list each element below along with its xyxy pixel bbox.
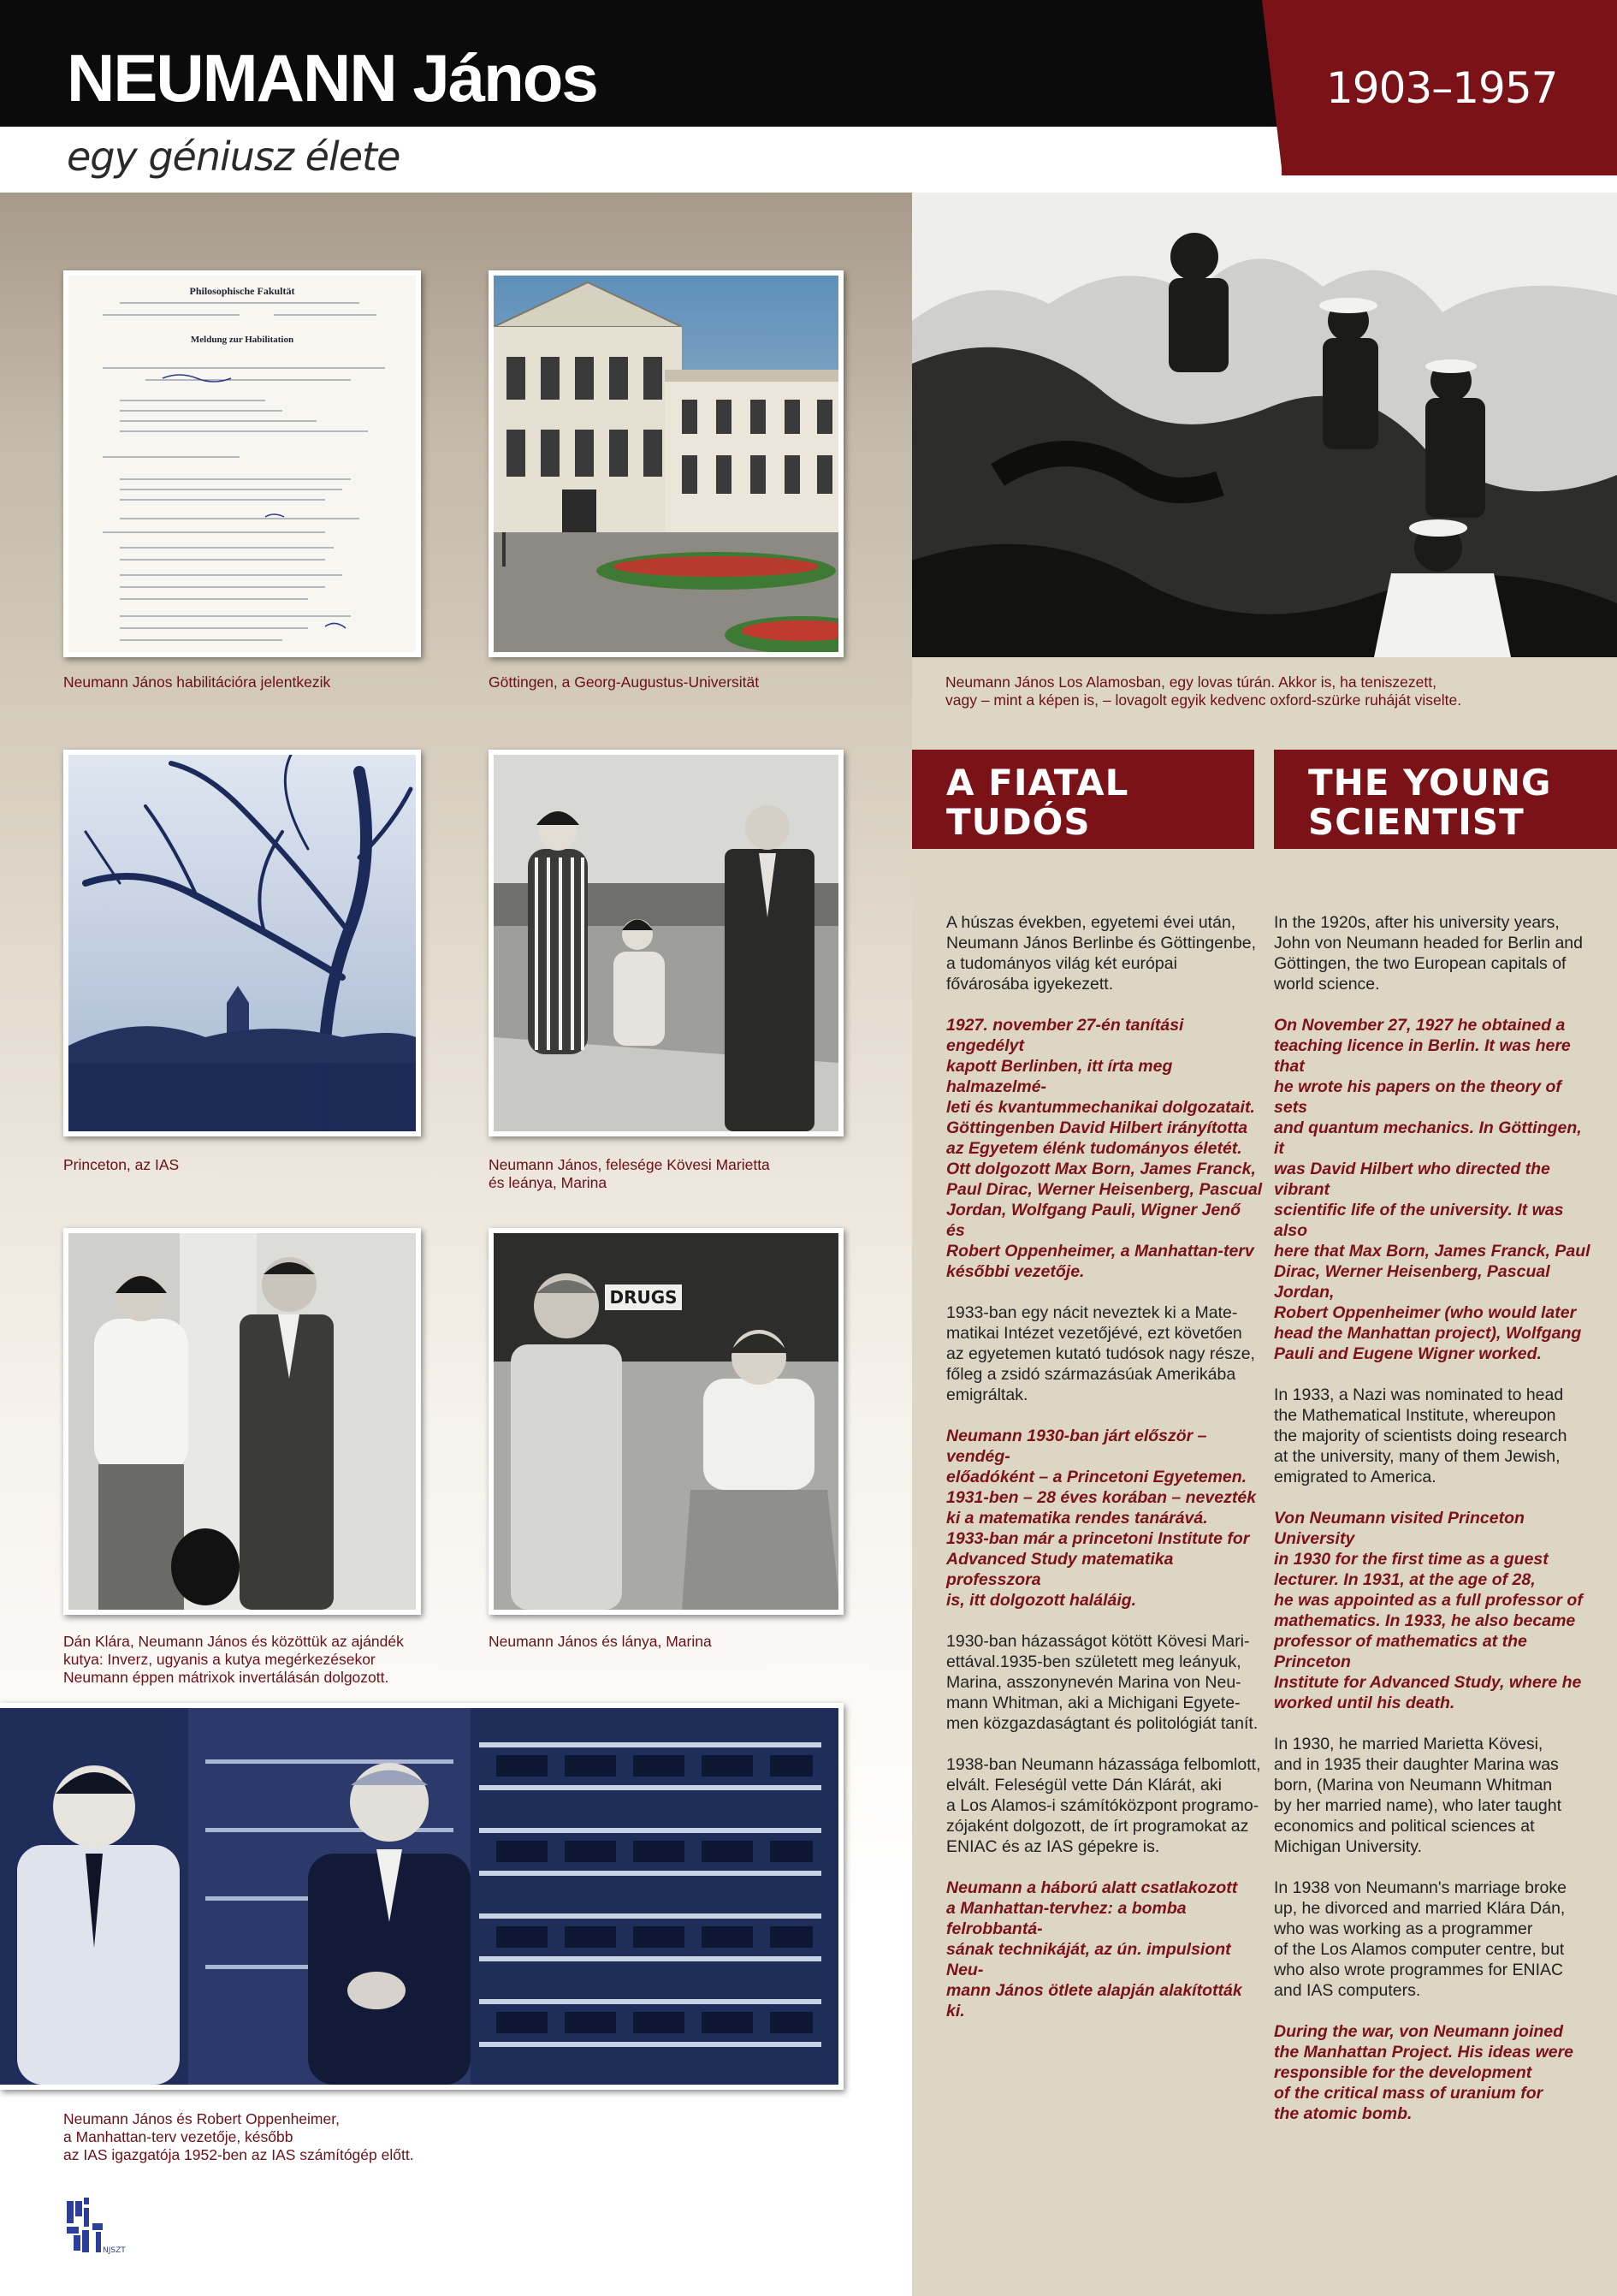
text-line: teaching licence in Berlin. It was here that: [1274, 1036, 1571, 1076]
heading-line: A FIATAL: [946, 762, 1129, 804]
text-line: up, he divorced and married Klára Dán,: [1274, 1899, 1566, 1918]
text-line: of the critical mass of uranium for: [1274, 2084, 1543, 2103]
text-line: matikai Intézet vezetőjévé, ezt követően: [946, 1324, 1242, 1343]
text-line: responsible for the development: [1274, 2063, 1532, 2082]
text-line: born, (Marina von Neumann Whitman: [1274, 1776, 1553, 1795]
text-line: az egyetemen kutató tudósok nagy része,: [946, 1344, 1255, 1363]
text-line: Marina, asszonynevén Marina von Neu-: [946, 1673, 1241, 1692]
caption-line: Neumann János és Robert Oppenheimer,: [63, 2110, 340, 2127]
princeton-ias-image: [68, 755, 416, 1131]
klara-image: [68, 1233, 416, 1610]
text-line: scientific life of the university. It was also: [1274, 1201, 1564, 1240]
text-line: kapott Berlinben, itt írta meg halmazelmé-: [946, 1057, 1173, 1096]
text-line: ENIAC és az IAS gépekre is.: [946, 1837, 1160, 1856]
caption-line: Dán Klára, Neumann János és közöttük az ajándék: [63, 1633, 404, 1650]
text-line: emigrated to America.: [1274, 1468, 1436, 1486]
doc-heading: Philosophische Fakultät: [189, 285, 295, 297]
text-line: men közgazdaságtant és politológiát tanít.: [946, 1714, 1259, 1733]
caption-line: az IAS igazgatója 1952-ben az IAS számítógép előtt.: [63, 2146, 414, 2163]
family-image: [494, 755, 838, 1131]
doc-subheading: Meldung zur Habilitation: [190, 335, 294, 345]
text-line: the atomic bomb.: [1274, 2104, 1413, 2123]
text-line: Robert Oppenheimer (who would later: [1274, 1303, 1577, 1322]
text-line: Advanced Study matematika professzora: [946, 1550, 1174, 1589]
page-subtitle: egy géniusz élete: [67, 133, 400, 180]
caption-los-alamos: [945, 673, 1596, 709]
text-line: ettával.1935-ben született meg leányuk,: [946, 1652, 1241, 1671]
text-line: az Egyetem élénk tudományos életét.: [946, 1139, 1242, 1158]
text-line: by her married name), who later taught: [1274, 1796, 1561, 1815]
text-line: főleg a zsidó származásúak Amerikába: [946, 1365, 1236, 1384]
text-paragraph: [946, 1878, 1263, 2021]
text-line: professor of mathematics at the Princeton: [1274, 1632, 1527, 1671]
caption-line: és leánya, Marina: [489, 1174, 607, 1191]
text-line: mann János ötlete alapján alakították ki.: [946, 1981, 1242, 2020]
text-line: előadóként – a Princetoni Egyetemen.: [946, 1468, 1247, 1486]
text-paragraph: [946, 1302, 1263, 1405]
drugs-sign-text: DRUGS: [609, 1287, 678, 1308]
text-paragraph: [1274, 1878, 1590, 2001]
photo-marina: [489, 1228, 844, 1615]
caption-line: vagy – mint a képen is, – lovagolt egyik kedvenc oxford-szürke ruháját viselte.: [945, 691, 1462, 709]
logo-text: NJSZT: [103, 2246, 126, 2255]
text-line: Göttingenben David Hilbert irányította: [946, 1118, 1248, 1137]
text-line: Paul Dirac, Werner Heisenberg, Pascual: [946, 1180, 1263, 1199]
text-line: emigráltak.: [946, 1385, 1028, 1404]
text-line: Ott dolgozott Max Born, James Franck,: [946, 1160, 1256, 1178]
text-line: the Manhattan Project. His ideas were: [1274, 2043, 1574, 2062]
gottingen-building-image: [494, 276, 838, 652]
caption-marina: Neumann János és lánya, Marina: [489, 1633, 712, 1650]
text-paragraph: [946, 1631, 1263, 1734]
photo-princeton: [63, 750, 421, 1136]
text-line: In 1938 von Neumann's marriage broke: [1274, 1878, 1567, 1897]
text-line: and IAS computers.: [1274, 1981, 1421, 2000]
caption-habilitation: Neumann János habilitációra jelentkezik: [63, 673, 331, 691]
text-line: of the Los Alamos computer centre, but: [1274, 1940, 1565, 1959]
text-paragraph: [946, 1426, 1263, 1611]
document-image: [68, 276, 416, 652]
text-paragraph: [1274, 1385, 1590, 1487]
text-line: Dirac, Werner Heisenberg, Pascual Jordan,: [1274, 1262, 1550, 1302]
text-line: Michigan University.: [1274, 1837, 1423, 1856]
caption-line: kutya: Inverz, ugyanis a kutya megérkezésekor: [63, 1651, 376, 1668]
text-line: fővárosába igyekezett.: [946, 975, 1114, 994]
text-line: 1930-ban házasságot kötött Kövesi Mari-: [946, 1632, 1250, 1651]
text-line: Robert Oppenheimer, a Manhattan-terv: [946, 1242, 1254, 1261]
text-line: leti és kvantummechanikai dolgozatait.: [946, 1098, 1255, 1117]
text-line: who was working as a programmer: [1274, 1919, 1533, 1938]
caption-line: Neumann János, felesége Kövesi Marietta: [489, 1156, 770, 1173]
text-line: In 1933, a Nazi was nominated to head: [1274, 1385, 1564, 1404]
text-line: 1931-ben – 28 éves korában – nevezték: [946, 1488, 1257, 1507]
photo-habilitation-document: [63, 270, 421, 657]
text-line: mann Whitman, aki a Michigani Egyete-: [946, 1694, 1241, 1712]
photo-family: [489, 750, 844, 1136]
text-line: the Mathematical Institute, whereupon: [1274, 1406, 1556, 1425]
text-paragraph: [1274, 1734, 1590, 1857]
years-band-edge: [1262, 0, 1282, 175]
text-paragraph: [946, 1015, 1263, 1282]
page-title: NEUMANN János: [67, 40, 597, 116]
text-line: was David Hilbert who directed the vibrant: [1274, 1160, 1550, 1199]
text-line: Neumann János Berlinbe és Göttingenbe,: [946, 934, 1257, 952]
caption-princeton: Princeton, az IAS: [63, 1156, 180, 1173]
text-line: a Manhattan-tervhez: a bomba felrobbantá-: [946, 1899, 1187, 1938]
text-line: A húszas években, egyetemi évei után,: [946, 913, 1236, 932]
text-line: Göttingen, the two European capitals of: [1274, 954, 1567, 973]
text-line: 1938-ban Neumann házassága felbomlott,: [946, 1755, 1261, 1774]
text-line: mathematics. In 1933, he also became: [1274, 1611, 1576, 1630]
text-line: a tudományos világ két európai: [946, 954, 1177, 973]
text-line: 1927. november 27-én tanítási engedélyt: [946, 1016, 1184, 1055]
caption-line: a Manhattan-terv vezetője, később: [63, 2128, 293, 2145]
caption-klara: [63, 1633, 457, 1687]
text-line: worked until his death.: [1274, 1694, 1455, 1712]
text-line: is, itt dolgozott haláláig.: [946, 1591, 1137, 1610]
text-line: későbbi vezetője.: [946, 1262, 1085, 1281]
text-line: and in 1935 their daughter Marina was: [1274, 1755, 1559, 1774]
column-hungarian: [946, 912, 1263, 2042]
text-line: world science.: [1274, 975, 1380, 994]
text-line: economics and political sciences at: [1274, 1817, 1535, 1836]
heading-hungarian: [912, 750, 1254, 849]
photo-gottingen: [489, 270, 844, 657]
heading-line: THE YOUNG: [1308, 762, 1552, 804]
heading-english: [1274, 750, 1617, 849]
text-line: During the war, von Neumann joined: [1274, 2022, 1564, 2041]
text-line: head the Manhattan project), Wolfgang: [1274, 1324, 1582, 1343]
text-line: Institute for Advanced Study, where he: [1274, 1673, 1582, 1692]
text-line: in 1930 for the first time as a guest: [1274, 1550, 1549, 1569]
text-line: Von Neumann visited Princeton University: [1274, 1509, 1525, 1548]
caption-line: Neumann éppen mátrixok invertálásán dolgozott.: [63, 1669, 389, 1686]
text-line: Neumann 1930-ban járt először – vendég-: [946, 1427, 1207, 1466]
text-line: lecturer. In 1931, at the age of 28,: [1274, 1570, 1536, 1589]
column-english: [1274, 912, 1590, 2145]
text-paragraph: [1274, 1508, 1590, 1713]
heading-line: TUDÓS: [946, 801, 1091, 843]
text-paragraph: [1274, 1015, 1590, 1364]
text-paragraph: [946, 912, 1263, 994]
text-paragraph: [1274, 2021, 1590, 2124]
oppenheimer-computer-image: [0, 1708, 838, 2085]
text-line: a Los Alamos-i számítóközpont programo-: [946, 1796, 1259, 1815]
caption-family: [489, 1156, 848, 1192]
text-line: John von Neumann headed for Berlin and: [1274, 934, 1583, 952]
caption-line: Neumann János Los Alamosban, egy lovas túrán. Akkor is, ha teniszezett,: [945, 673, 1436, 691]
photo-los-alamos: [912, 193, 1617, 657]
heading-line: SCIENTIST: [1308, 801, 1525, 843]
caption-gottingen: Göttingen, a Georg-Augustus-Universität: [489, 673, 760, 691]
text-line: he wrote his papers on the theory of sets: [1274, 1077, 1561, 1117]
text-line: 1933-ban egy nácit neveztek ki a Mate-: [946, 1303, 1238, 1322]
los-alamos-image: [912, 193, 1617, 657]
text-line: and quantum mechanics. In Göttingen, it: [1274, 1118, 1582, 1158]
text-line: ki a matematika rendes tanárává.: [946, 1509, 1208, 1528]
text-line: he was appointed as a full professor of: [1274, 1591, 1583, 1610]
text-paragraph: [946, 1754, 1263, 1857]
text-line: On November 27, 1927 he obtained a: [1274, 1016, 1566, 1035]
life-years: 1903–1957: [1326, 63, 1558, 113]
caption-oppenheimer: [63, 2110, 662, 2164]
text-line: In 1930, he married Marietta Kövesi,: [1274, 1735, 1543, 1753]
photo-klara: [63, 1228, 421, 1615]
text-line: Pauli and Eugene Wigner worked.: [1274, 1344, 1542, 1363]
text-line: who also wrote programmes for ENIAC: [1274, 1961, 1564, 1979]
text-paragraph: [1274, 912, 1590, 994]
text-line: Jordan, Wolfgang Pauli, Wigner Jenő és: [946, 1201, 1241, 1240]
text-line: here that Max Born, James Franck, Paul: [1274, 1242, 1590, 1261]
text-line: the majority of scientists doing research: [1274, 1427, 1567, 1445]
text-line: In the 1920s, after his university years,: [1274, 913, 1560, 932]
text-line: sának technikáját, az ún. impulsiont Neu-: [946, 1940, 1231, 1979]
marina-image: [494, 1233, 838, 1610]
text-line: at the university, many of them Jewish,: [1274, 1447, 1561, 1466]
logo-icon: [63, 2196, 140, 2256]
text-line: Neumann a háború alatt csatlakozott: [946, 1878, 1238, 1897]
text-line: zójaként dolgozott, de írt programokat az: [946, 1817, 1249, 1836]
text-line: elvált. Feleségül vette Dán Klárát, aki: [946, 1776, 1222, 1795]
photo-oppenheimer: [0, 1703, 844, 2090]
text-line: 1933-ban már a princetoni Institute for: [946, 1529, 1250, 1548]
